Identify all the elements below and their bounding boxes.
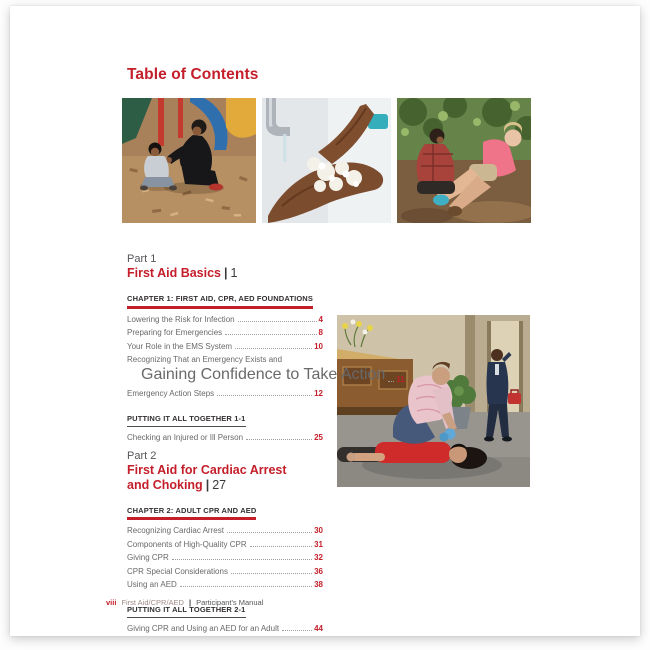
part1-title: First Aid Basics | 1 (127, 266, 238, 280)
part1-page: 1 (230, 266, 238, 280)
playground-illustration (122, 98, 256, 223)
dot-leader (238, 321, 317, 322)
toc-entry: Preparing for Emergencies 8 (127, 328, 323, 337)
footer-doc-title: First Aid/CPR/AED (121, 598, 184, 607)
toc-entry: Emergency Action Steps 12 (127, 388, 323, 398)
photo-outdoor-first-aid (397, 98, 531, 223)
putting-together-2-entries (127, 624, 323, 633)
part2-title-line1: First Aid for Cardiac Arrest (127, 462, 287, 477)
chapter1-entries (127, 314, 405, 398)
part2-page: 27 (212, 477, 227, 492)
dot-leader (282, 630, 312, 631)
toc-entry: Giving CPR 32 (127, 553, 323, 562)
page-title: Table of Contents (127, 66, 259, 84)
part1-separator: | (224, 266, 228, 280)
dot-leader (231, 573, 312, 574)
putting-together-1-entries (127, 433, 323, 442)
toc-entry: Your Role in the EMS System 10 (127, 341, 323, 351)
dot-leader (172, 559, 312, 560)
outdoor-first-aid-illustration (397, 98, 531, 223)
dot-leader (388, 381, 394, 382)
chapter1-heading: CHAPTER 1: FIRST AID, CPR, AED FOUNDATIONS (127, 294, 313, 309)
part2-separator: | (205, 477, 210, 492)
toc-entry: Components of High-Quality CPR 31 (127, 539, 323, 549)
putting-together-1-heading: PUTTING IT ALL TOGETHER 1-1 (127, 414, 246, 427)
toc-entry: Checking an Injured or Ill Person 25 (127, 432, 323, 442)
putting-together-2-heading: PUTTING IT ALL TOGETHER 2-1 (127, 605, 246, 618)
chapter2-heading: CHAPTER 2: ADULT CPR AND AED (127, 506, 256, 521)
part2-title-line2: and Choking | 27 (127, 477, 227, 492)
chapter2-entries (127, 526, 323, 589)
photo-handwashing (262, 98, 391, 223)
page-footer (106, 598, 263, 607)
toc-entry: Lowering the Risk for Infection 4 (127, 314, 323, 324)
photo-playground-first-aid (122, 98, 256, 223)
part2-label: Part 2 (127, 449, 157, 462)
footer-doc-subtitle: Participant's Manual (196, 598, 264, 607)
footer-separator: | (188, 598, 192, 607)
handwashing-illustration (262, 98, 391, 223)
toc-entry: Giving CPR and Using an AED for an Adult 44 (127, 624, 323, 633)
photo-strip (122, 98, 531, 223)
dot-leader (180, 586, 312, 587)
dot-leader (250, 546, 312, 547)
dot-leader (225, 334, 316, 335)
part1-label: Part 1 (127, 253, 157, 265)
cpr-lobby-illustration (337, 315, 530, 487)
toc-entry: Using an AED 38 (127, 580, 323, 589)
toc-entry: Recognizing That an Emergency Exists and Gaining Confidence to Take Action 11 (127, 355, 405, 384)
toc-entry: Recognizing Cardiac Arrest 30 (127, 526, 323, 535)
dot-leader (227, 532, 312, 533)
dot-leader (235, 348, 312, 349)
dot-leader (217, 395, 312, 396)
photo-cpr-lobby (337, 315, 530, 487)
table-of-contents (127, 253, 405, 633)
toc-entry: CPR Special Considerations 36 (127, 566, 323, 576)
footer-page-number: viii (106, 598, 117, 607)
dot-leader (246, 439, 312, 440)
